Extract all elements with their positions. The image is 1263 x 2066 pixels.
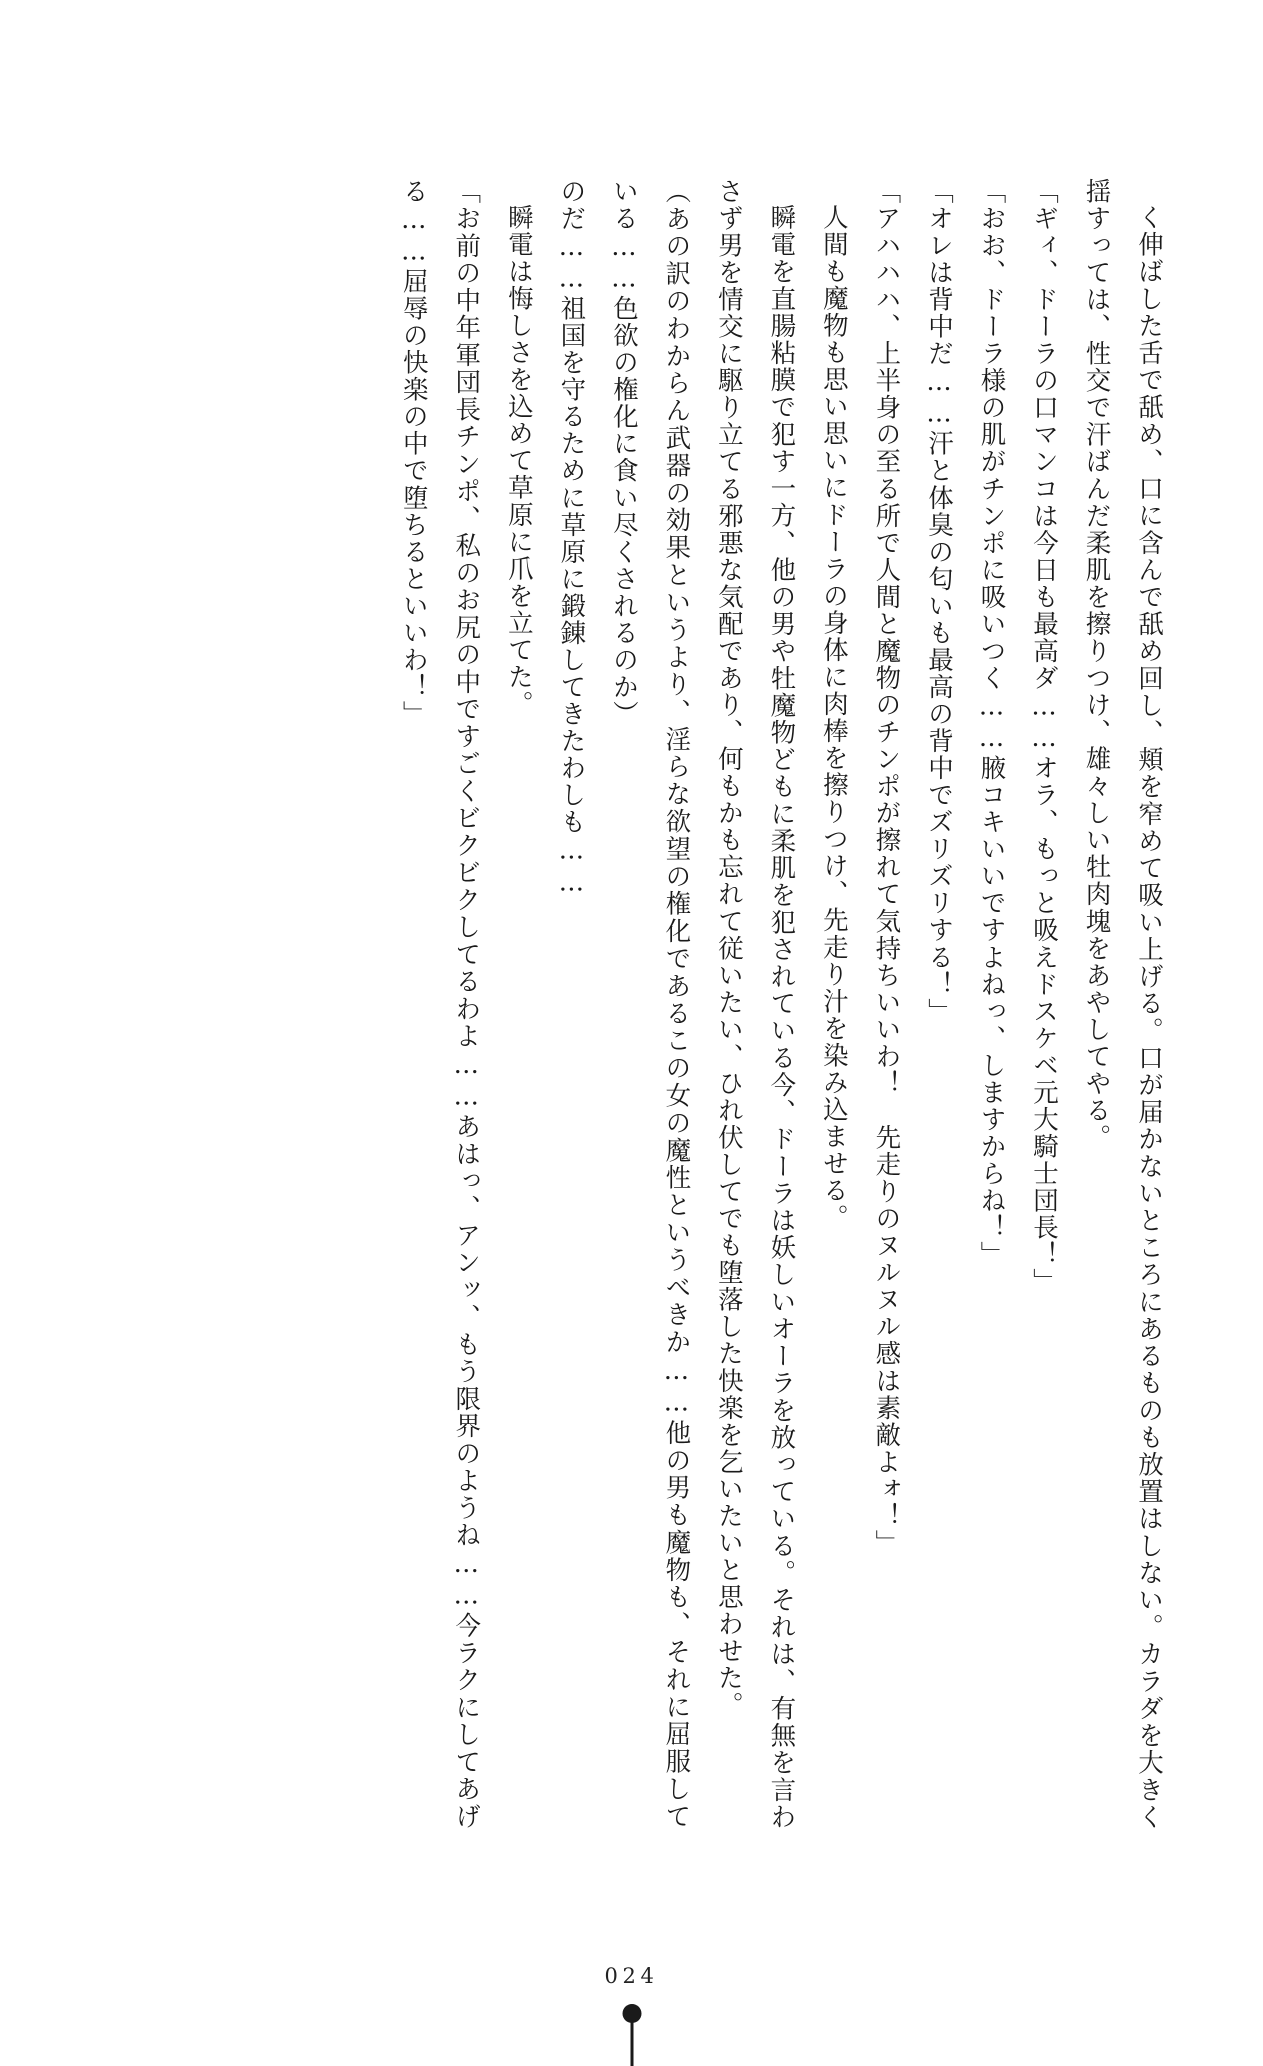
paragraph: 「おお、ドーラ様の肌がチンポに吸いつく……腋コキいいですよねっ、しますからね！」 xyxy=(976,178,1007,1269)
binding-stem-icon xyxy=(630,2021,633,2066)
binding-mark-icon xyxy=(619,2004,645,2066)
paragraph: 「オレは背中だ……汗と体臭の匂いも最高の背中でズリズリする！」 xyxy=(923,178,954,1025)
paragraph: 「ギィ、ドーラの口マンコは今日も最高ダ……オラ、もっと吸えドスケベ元大騎士団長！」 xyxy=(1028,178,1059,1296)
paragraph: （あの訳のわからん武器の効果というより、淫らな欲望の権化であるこの女の魔性というべきか……他の男も魔物も、それに屈服している……色欲の権化に食い尽くされるのか） xyxy=(608,178,692,1830)
body-text-vertical xyxy=(96,178,1175,1830)
page-number: 024 xyxy=(604,1964,659,1988)
paragraph: 人間も魔物も思い思いにドーラの身体に肉棒を擦りつけ、先走り汁を染み込ませる。 xyxy=(818,203,849,1231)
paragraph: 瞬電は悔しさを込めて草原に爪を立てた。 xyxy=(503,203,534,718)
paragraph: 「お前の中年軍団長チンポ、私のお尻の中ですごくビクビクしてるわよ……あはっ、アンッ、もう限界のようね……今ラクにしてあげる……屈辱の快楽の中で堕ちるといいわ！」 xyxy=(398,178,482,1830)
paragraph: のだ……祖国を守るために草原に鍛錬してきたわしも…… xyxy=(556,178,587,899)
paragraph: 瞬電を直腸粘膜で犯す一方、他の男や牡魔物どもに柔肌を犯されている今、ドーラは妖しいオーラを放っている。それは、有無を言わさず男を情交に駆り立てる邪悪な気配であり、何もかも忘れて従いたい、ひれ伏してでも堕落した快楽を乞いたいと思わせた。 xyxy=(713,178,797,1830)
paragraph: く伸ばした舌で舐め、口に含んで舐め回し、頬を窄めて吸い上げる。口が届かないところにあるものも放置はしない。カラダを大きく揺すっては、性交で汗ばんだ柔肌を擦りつけ、雄々しい牡肉塊をあやしてやる。 xyxy=(1081,178,1164,1830)
paragraph: 「アハハハ、上半身の至る所で人間と魔物のチンポが擦れて気持ちいいわ！ 先走りのヌルヌル感は素敵よォ！」 xyxy=(871,178,902,1557)
